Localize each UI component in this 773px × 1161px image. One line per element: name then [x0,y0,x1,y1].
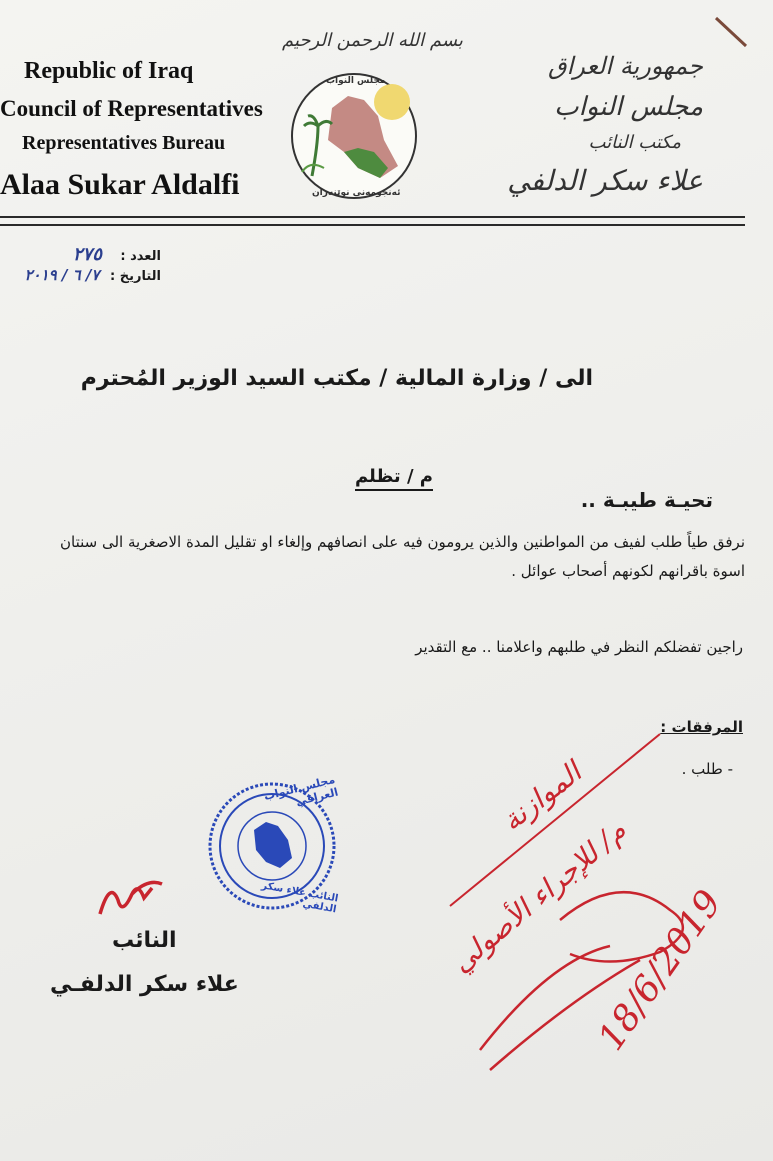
header-en-line-4: Alaa Sukar Aldalfi [0,168,240,201]
header-en-line-1: Republic of Iraq [24,58,194,84]
number-label: العدد : [120,249,161,264]
recipient-line: الى / وزارة المالية / مكتب السيد الوزير المُحترم [80,366,593,391]
attachments-label: المرفقات : [660,718,743,736]
header-rule-bottom [0,224,745,226]
date-row [24,266,161,284]
date-label: التاريخ : [110,269,161,284]
header-en-line-2: Council of Representatives [0,96,263,121]
header-rule-top [0,216,745,218]
header-ar-line-2: مجلس النواب [554,92,703,122]
annotation-line-2: م/ للإجراء الأصولي [444,813,633,980]
number-value: ٢٧٥ [72,244,102,265]
body-paragraph: نرفق طياً طلب لفيف من المواطنين والذين يرومون فيه على انصافهم وإلغاء او تقليل المدة الاصغرية الى سنتان اسوة باقرانهم لكونهم أصحاب عوائل . [60,533,745,580]
closing-line: راجين تفضلكم النظر في طلبهم واعلامنا .. مع التقدير [415,638,743,656]
header-ar-line-4: علاء سكر الدلفي [507,164,703,197]
annotation-date: 18/6/2019 [590,883,731,1058]
header-ar-line-3: مكتب النائب [588,132,681,153]
pen-mark [712,14,752,58]
signature-name: علاء سكر الدلفـي [50,972,239,997]
stamp-text-top: مجلس النواب العراقي [262,772,340,809]
date-value: ٧/ ٦ / ٢٠١٩ [24,266,100,284]
header-en-line-3: Representatives Bureau [22,132,226,154]
red-signature-initials [92,870,172,934]
council-logo [288,56,420,212]
subject-line: م / تظلم [355,466,433,491]
greeting: تحيـة طيبـة .. [580,488,713,512]
logo-text-top: مجلس النواب [326,76,386,86]
header-ar-line-1: جمهورية العراق [547,52,703,80]
basmala: بسم الله الرحمن الرحيم [282,30,463,51]
signature-title: النائب [112,928,177,953]
number-row [73,244,161,265]
logo-text-bottom: ئەنجومەنی نوێنەران [312,188,401,198]
stamp-text-bottom: النائب علاء سكر الدلفي [260,880,340,916]
official-stamp [206,772,340,916]
attachment-item: - طلب . [681,760,733,778]
annotation-line-1: الموازنة [495,755,588,838]
